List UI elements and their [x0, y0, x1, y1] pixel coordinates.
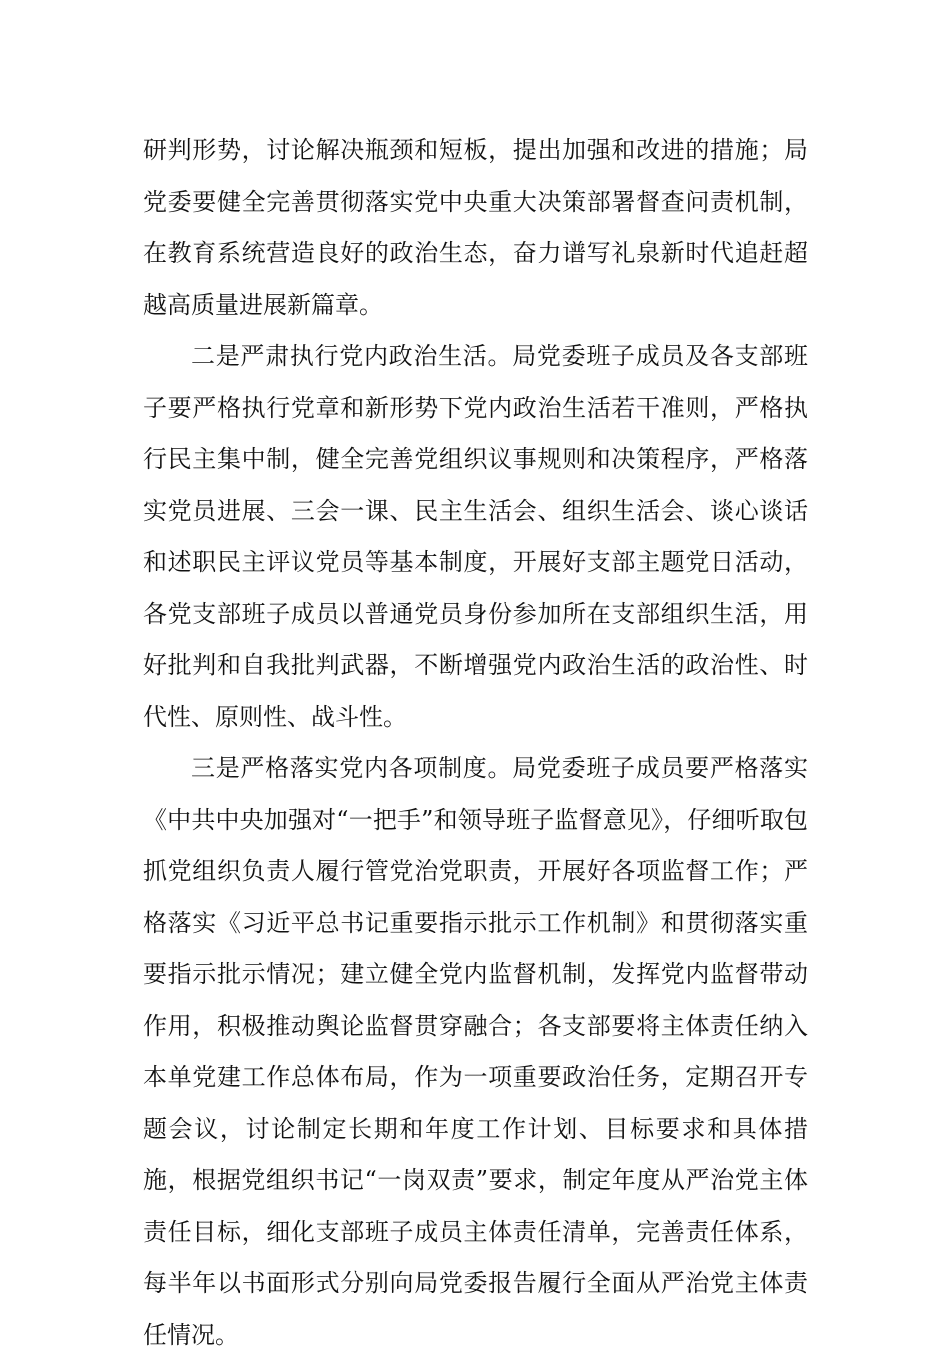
paragraph-party-rules: 三是严格落实党内各项制度。局党委班子成员要严格落实《中共中央加强对“一把手”和领导班子监督意见》，仔细听取包抓党组织负责人履行管党治党职责，开展好各项监督工作；严格落实《习近平总书记重要指示批示工作机制》和贯彻落实重要指示批示情况；建立健全党内监督机制，发挥党内监督带动作用，积极推动舆论监督贯穿融合；各支部要将主体责任纳入本单党建工作总体布局，作为一项重要政治任务，定期召开专题会议，讨论制定长期和年度工作计划、目标要求和具体措施，根据党组织书记“一岗双责”要求，制定年度从严治党主体责任目标，细化支部班子成员主体责任清单，完善责任体系，每半年以书面形式分别向局党委报告履行全面从严治党主体责任情况。: [143, 754, 808, 1349]
paragraph-political-life: 二是严肃执行党内政治生活。局党委班子成员及各支部班子要严格执行党章和新形势下党内政治生活若干准则，严格执行民主集中制，健全完善党组织议事规则和决策程序，严格落实党员进展、三会一课、民主生活会、组织生活会、谈心谈话和述职民主评议党员等基本制度，开展好支部主题党日活动，各党支部班子成员以普通党员身份参加所在支部组织生活，用好批判和自我批判武器，不断增强党内政治生活的政治性、时代性、原则性、战斗性。: [143, 342, 808, 731]
paragraph-continuation: 研判形势，讨论解决瓶颈和短板，提出加强和改进的措施；局党委要健全完善贯彻落实党中央重大决策部署督查问责机制，在教育系统营造良好的政治生态，奋力谱写礼泉新时代追赶超越高质量进展新篇章。: [143, 136, 808, 319]
document-body: [143, 125, 808, 1361]
